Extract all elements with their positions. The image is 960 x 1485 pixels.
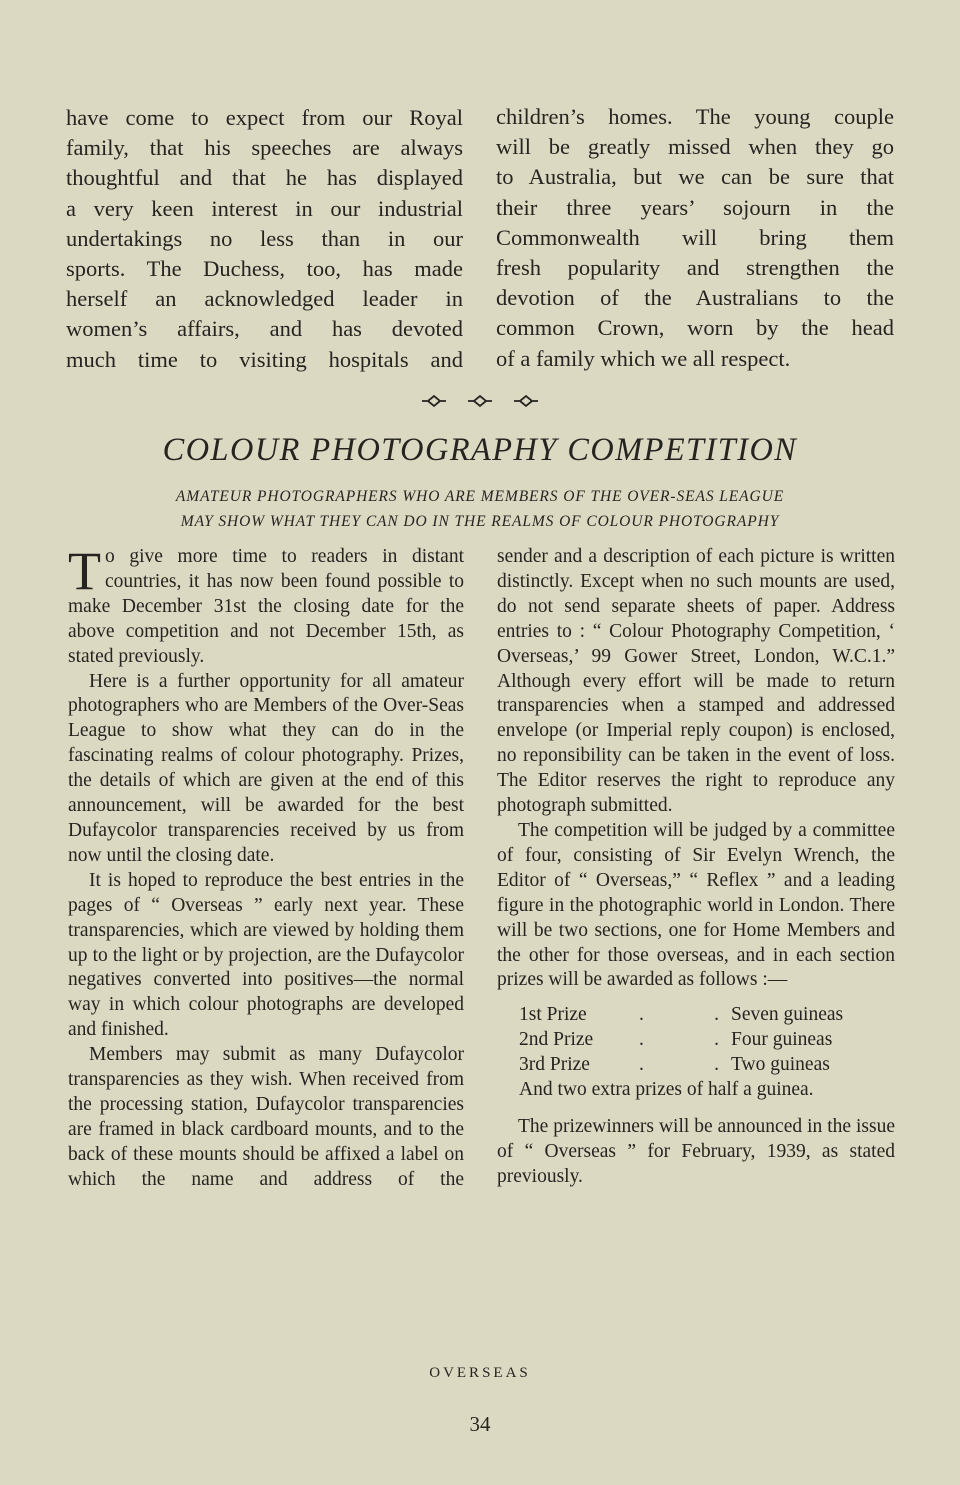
article-left-column — [68, 541, 464, 1193]
paragraph-intro — [68, 541, 464, 670]
top-left-column — [66, 103, 463, 375]
text-line: their three years’ sojourn in the — [496, 194, 894, 220]
page-number: 34 — [469, 1412, 491, 1436]
text-line: Commonwealth will bring them — [496, 224, 894, 250]
prize-row — [519, 1028, 895, 1053]
prize-place: 1st Prize — [519, 1004, 587, 1026]
text-line: family, that his speeches are always — [66, 135, 463, 161]
text-line: thoughtful and that he has displayed — [66, 165, 463, 191]
paragraph: The prizewinners will be announced in the issue of “ Overseas ” for February, 1939, as stated previously. — [497, 1115, 895, 1187]
paragraph: It is hoped to reproduce the best entries in the pages of “ Overseas ” early next year. These transparencies, which are viewed by holding them up to the light or by projection, are the Dufaycolor negatives converted into positives—the normal way in which colour photographs are developed and finished. — [68, 869, 464, 1041]
leader-dots: . . — [639, 1004, 719, 1026]
text-line: common Crown, worn by the head — [496, 315, 894, 341]
prize-amount: Seven guineas — [731, 1004, 844, 1026]
text-line: herself an acknowledged leader in — [66, 286, 463, 312]
text-line: much time to visiting hospitals and — [66, 346, 463, 372]
prize-row — [519, 1003, 895, 1028]
text-line: children’s homes. The young couple — [496, 104, 894, 129]
paragraph: Here is a further opportunity for all amateur photographers who are Members of the Over-Seas League to show what they can do in the fascinating realms of colour photography. Prizes, the details of which are given at the end of this announcement, will be awarded for the best Dufaycolor transparencies received by us from now until the closing date. — [68, 670, 464, 866]
article-title: COLOUR PHOTOGRAPHY COMPETITION — [162, 432, 798, 468]
diamond-ornament-icon — [467, 394, 493, 408]
prize-amount: Four guineas — [731, 1029, 833, 1051]
prize-list — [519, 1003, 895, 1078]
article-subtitle — [70, 484, 890, 534]
subtitle-line: AMATEUR PHOTOGRAPHERS WHO ARE MEMBERS OF THE OVER-SEAS LEAGUE — [175, 488, 785, 505]
paragraph: The competition will be judged by a committee of four, consisting of Sir Evelyn Wrench, the Editor of “ Overseas,” “ Reflex ” and a leading figure in the photographic world in London. There will be two sections, one for Home Members and the other for those overseas, and in each section prizes will be awarded as follows :— — [497, 819, 895, 991]
leader-dots: . . — [639, 1054, 719, 1076]
text-line: will be greatly missed when they go — [496, 134, 894, 160]
text-line: devotion of the Australians to the — [496, 285, 894, 311]
text-line: women’s affairs, and has devoted — [66, 316, 463, 342]
section-ornament — [0, 394, 960, 414]
text-line: undertakings no less than in our — [66, 225, 463, 251]
text-line: sports. The Duchess, too, has made — [66, 256, 463, 282]
top-right-column — [496, 102, 894, 374]
prize-row — [519, 1053, 895, 1078]
diamond-ornament-icon — [421, 394, 447, 408]
publication-footer: OVERSEAS — [429, 1365, 531, 1381]
extra-prizes: And two extra prizes of half a guinea. — [519, 1078, 814, 1100]
article-right-column — [497, 545, 895, 1190]
prize-place: 2nd Prize — [519, 1029, 594, 1051]
prize-place: 3rd Prize — [519, 1054, 590, 1076]
paragraph: Members may submit as many Dufaycolor transparencies as they wish. When received from the processing station, Dufaycolor transparencies are framed in black cardboard mounts, and to the back of these mounts should be affixed a label on which the name and address of the — [68, 1044, 464, 1190]
prize-amount: Two guineas — [731, 1054, 830, 1076]
text-line: a very keen interest in our industrial — [66, 195, 463, 221]
drop-cap: T — [68, 541, 101, 601]
subtitle-line: MAY SHOW WHAT THEY CAN DO IN THE REALMS OF COLOUR PHOTOGRAPHY — [180, 513, 780, 530]
diamond-ornament-icon — [513, 394, 539, 408]
text-line: have come to expect from our Royal — [66, 105, 463, 130]
intro-text: o give more time to readers in distant countries, it has now been found possible to make December 31st the closing date for the above competition and not December 15th, as stated previously. — [68, 546, 464, 667]
paragraph-continued: sender and a description of each picture is written distinctly. Except when no such mounts are used, do not send separate sheets of paper. Address entries to : “ Colour Photography Competition, ‘ Overseas,’ 99 Gower Street, London, W.C.1.” Although every effort will be made to return transparencies when a stamped and addressed envelope (or Imperial reply coupon) is enclosed, no reponsibility can be taken in the event of loss. The Editor reserves the right to reproduce any photograph submitted. — [497, 546, 895, 817]
leader-dots: . . — [639, 1029, 719, 1051]
text-line: fresh popularity and strengthen the — [496, 255, 894, 281]
text-line: of a family which we all respect. — [496, 345, 791, 371]
text-line: to Australia, but we can be sure that — [496, 164, 894, 190]
